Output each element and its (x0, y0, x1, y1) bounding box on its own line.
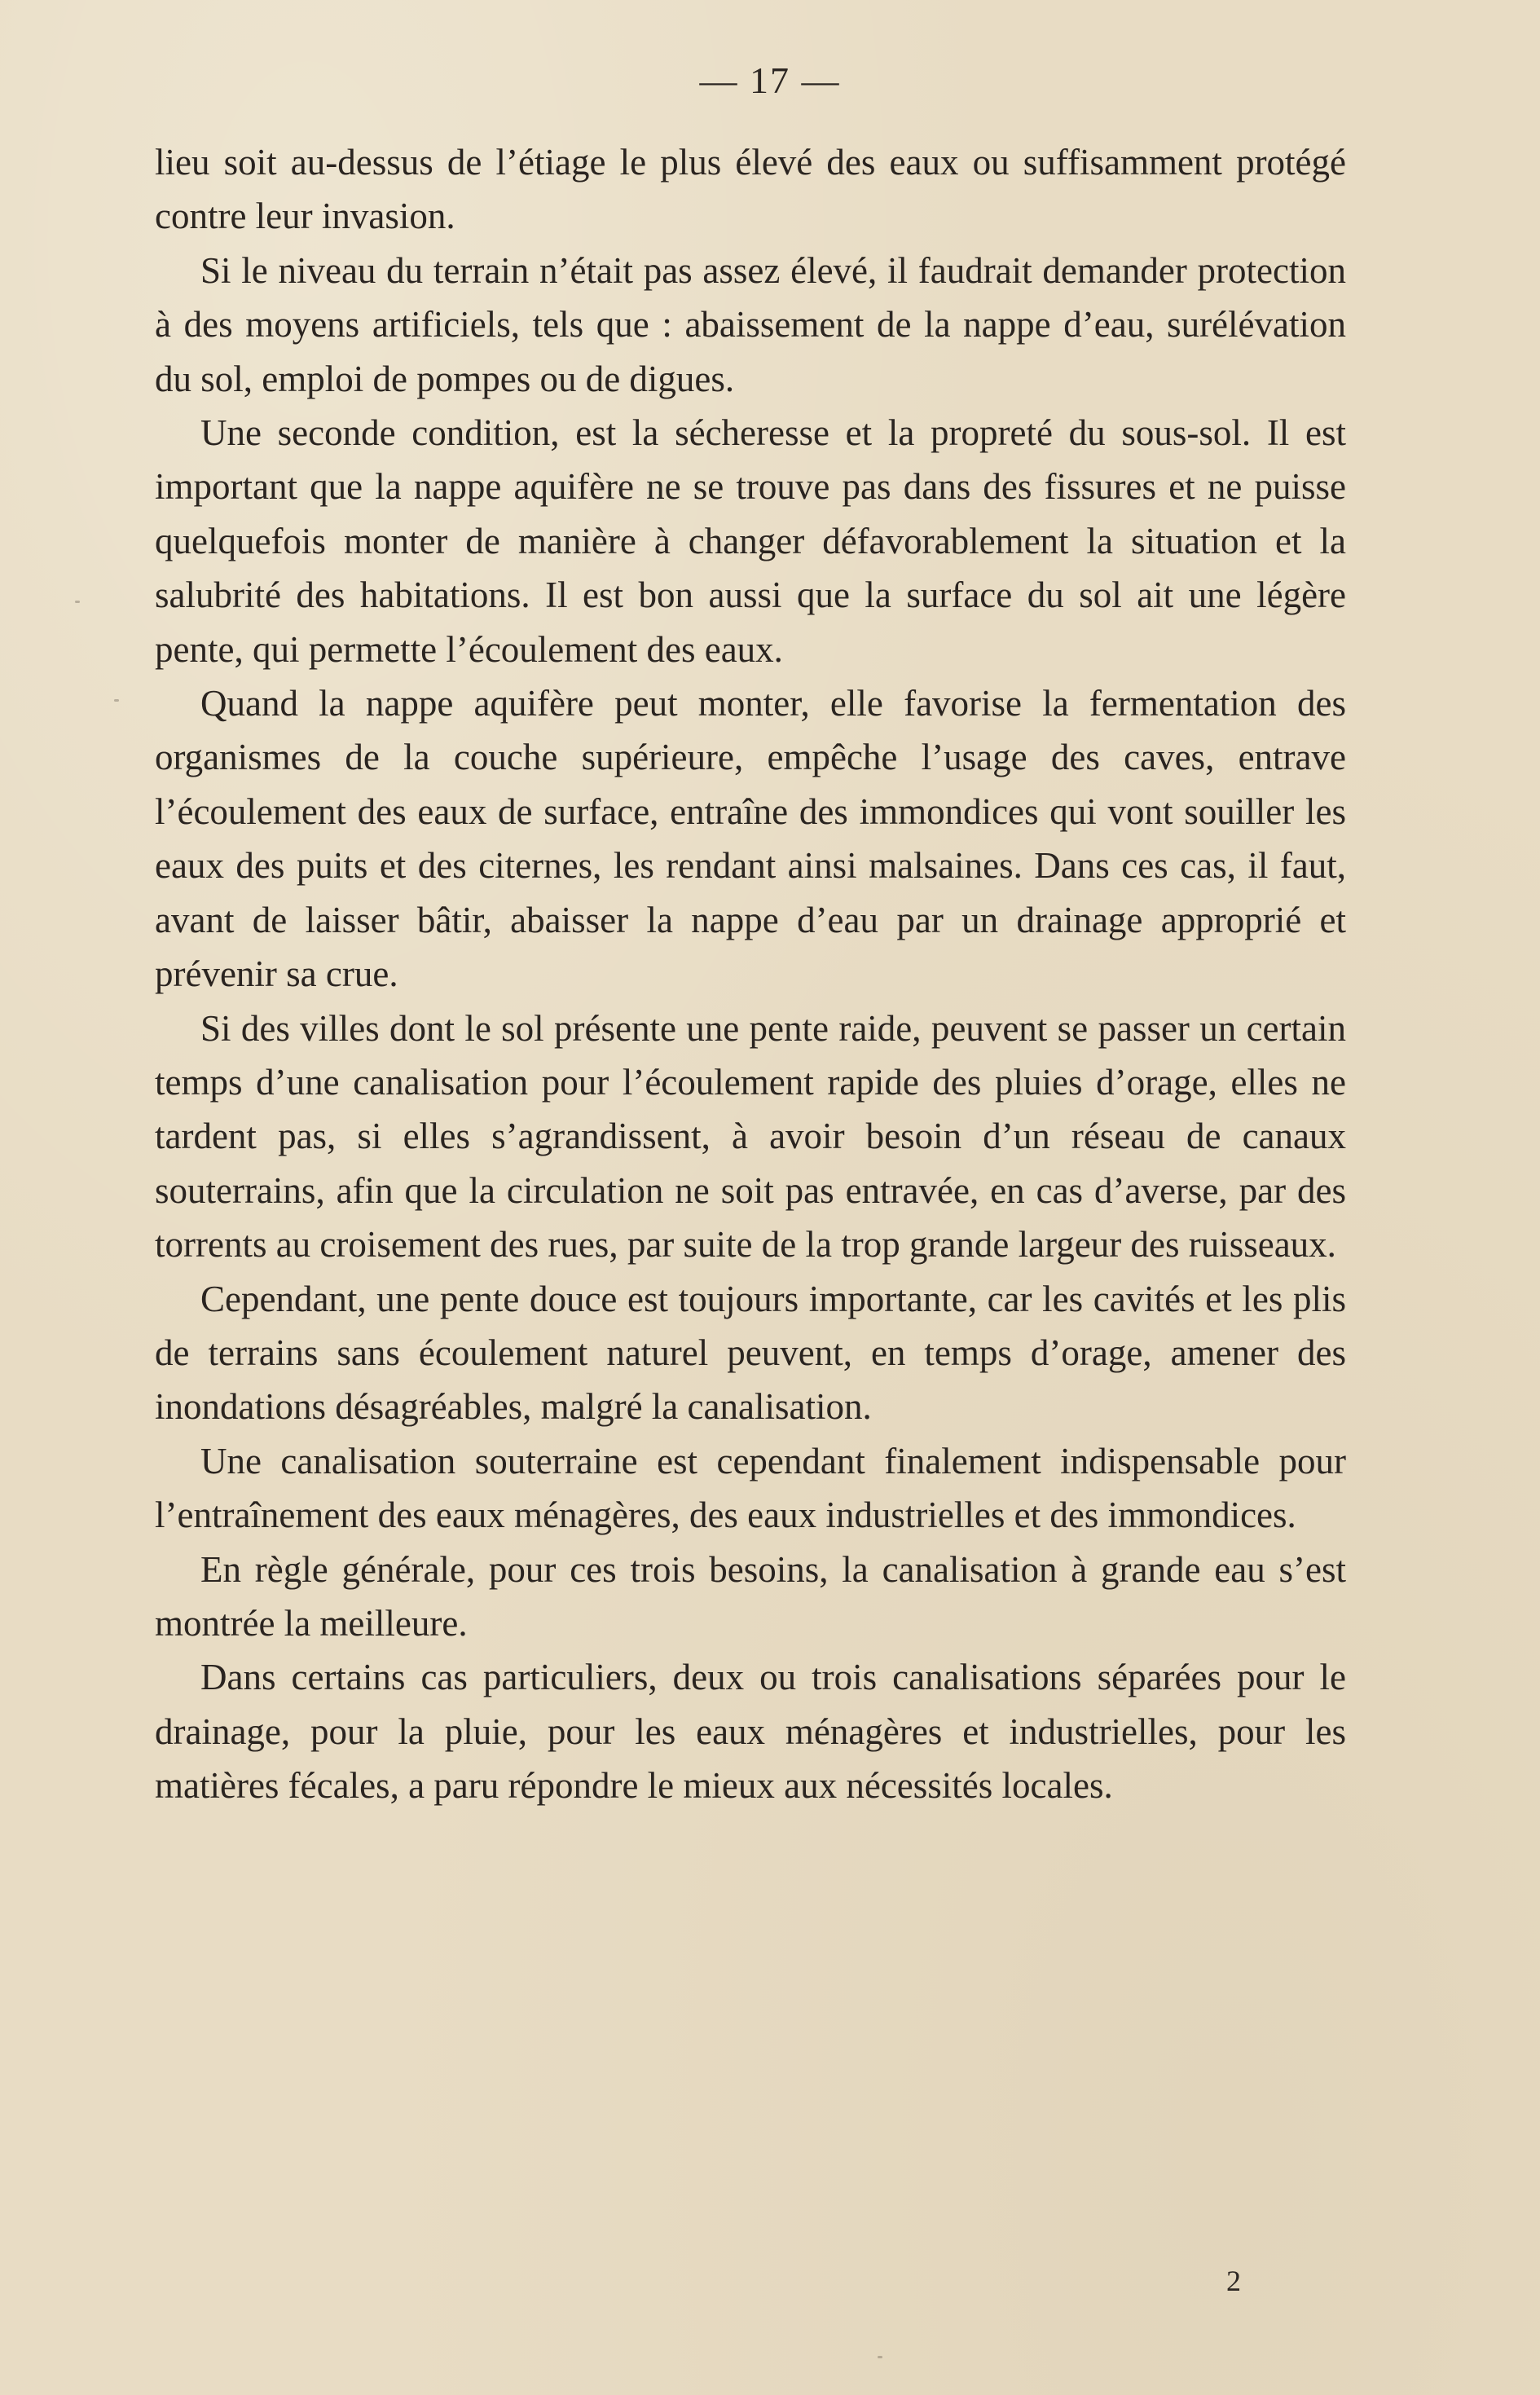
paragraph: Une seconde condition, est la sécheresse et la propreté du sous-sol. Il est important que la nappe aquifère ne se trouve pas dans des fissures et ne puisse quelquefois monter de manière à changer défavorablement la situation et la salubrité des habitations. Il est bon aussi que la surface du sol ait une légère pente, qui permette l’écoulement des eaux. (155, 412, 1346, 670)
paragraph: Si des villes dont le sol présente une pente raide, peuvent se passer un certain temps d’une canalisation pour l’écoulement rapide des pluies d’orage, elles ne tardent pas, si elles s’agrandissent, à avoir besoin d’un réseau de canaux souterrains, afin que la circulation ne soit pas entravée, en cas d’averse, par des torrents au croisement des rues, par suite de la trop grande largeur des ruisseaux. (155, 1007, 1346, 1266)
paragraph: lieu soit au-dessus de l’étiage le plus élevé des eaux ou suffisamment protégé contre leur invasion. (155, 142, 1346, 237)
body-text (155, 135, 1346, 1813)
paragraph: En règle générale, pour ces trois besoins, la canalisation à grande eau s’est montrée la meilleure. (155, 1548, 1346, 1644)
paragraph: Si le niveau du terrain n’était pas assez élevé, il faudrait demander protection à des moyens artificiels, tels que : abaissement de la nappe d’eau, surélévation du sol, emploi de pompes ou de digues. (155, 249, 1346, 399)
paper-speck (114, 699, 119, 702)
signature-mark: 2 (1226, 2265, 1241, 2297)
paragraph: Une canalisation souterraine est cependant finalement indispensable pour l’entraînement des eaux ménagères, des eaux industrielles et des immondices. (155, 1440, 1346, 1536)
paragraph: Dans certains cas particuliers, deux ou trois canalisations séparées pour le drainage, pour la pluie, pour les eaux ménagères et industrielles, pour les matières fécales, a paru répondre le mieux aux nécessités locales. (155, 1657, 1346, 1807)
paragraph: Quand la nappe aquifère peut monter, elle favorise la fermentation des organismes de la couche supérieure, empêche l’usage des caves, entrave l’écoulement des eaux de surface, entraîne des immondices qui vont souiller les eaux des puits et des citernes, les rendant ainsi malsaines. Dans ces cas, il faut, avant de laisser bâtir, abaisser la nappe d’eau par un drainage approprié et prévenir sa crue. (155, 683, 1346, 995)
paper-speck (75, 601, 80, 603)
page-number-header: — 17 — (699, 59, 841, 101)
paper-speck (878, 2356, 882, 2358)
paragraph: Cependant, une pente douce est toujours importante, car les cavités et les plis de terrains sans écoulement naturel peuvent, en temps d’orage, amener des inondations désagréables, malgré la canalisation. (155, 1278, 1346, 1428)
